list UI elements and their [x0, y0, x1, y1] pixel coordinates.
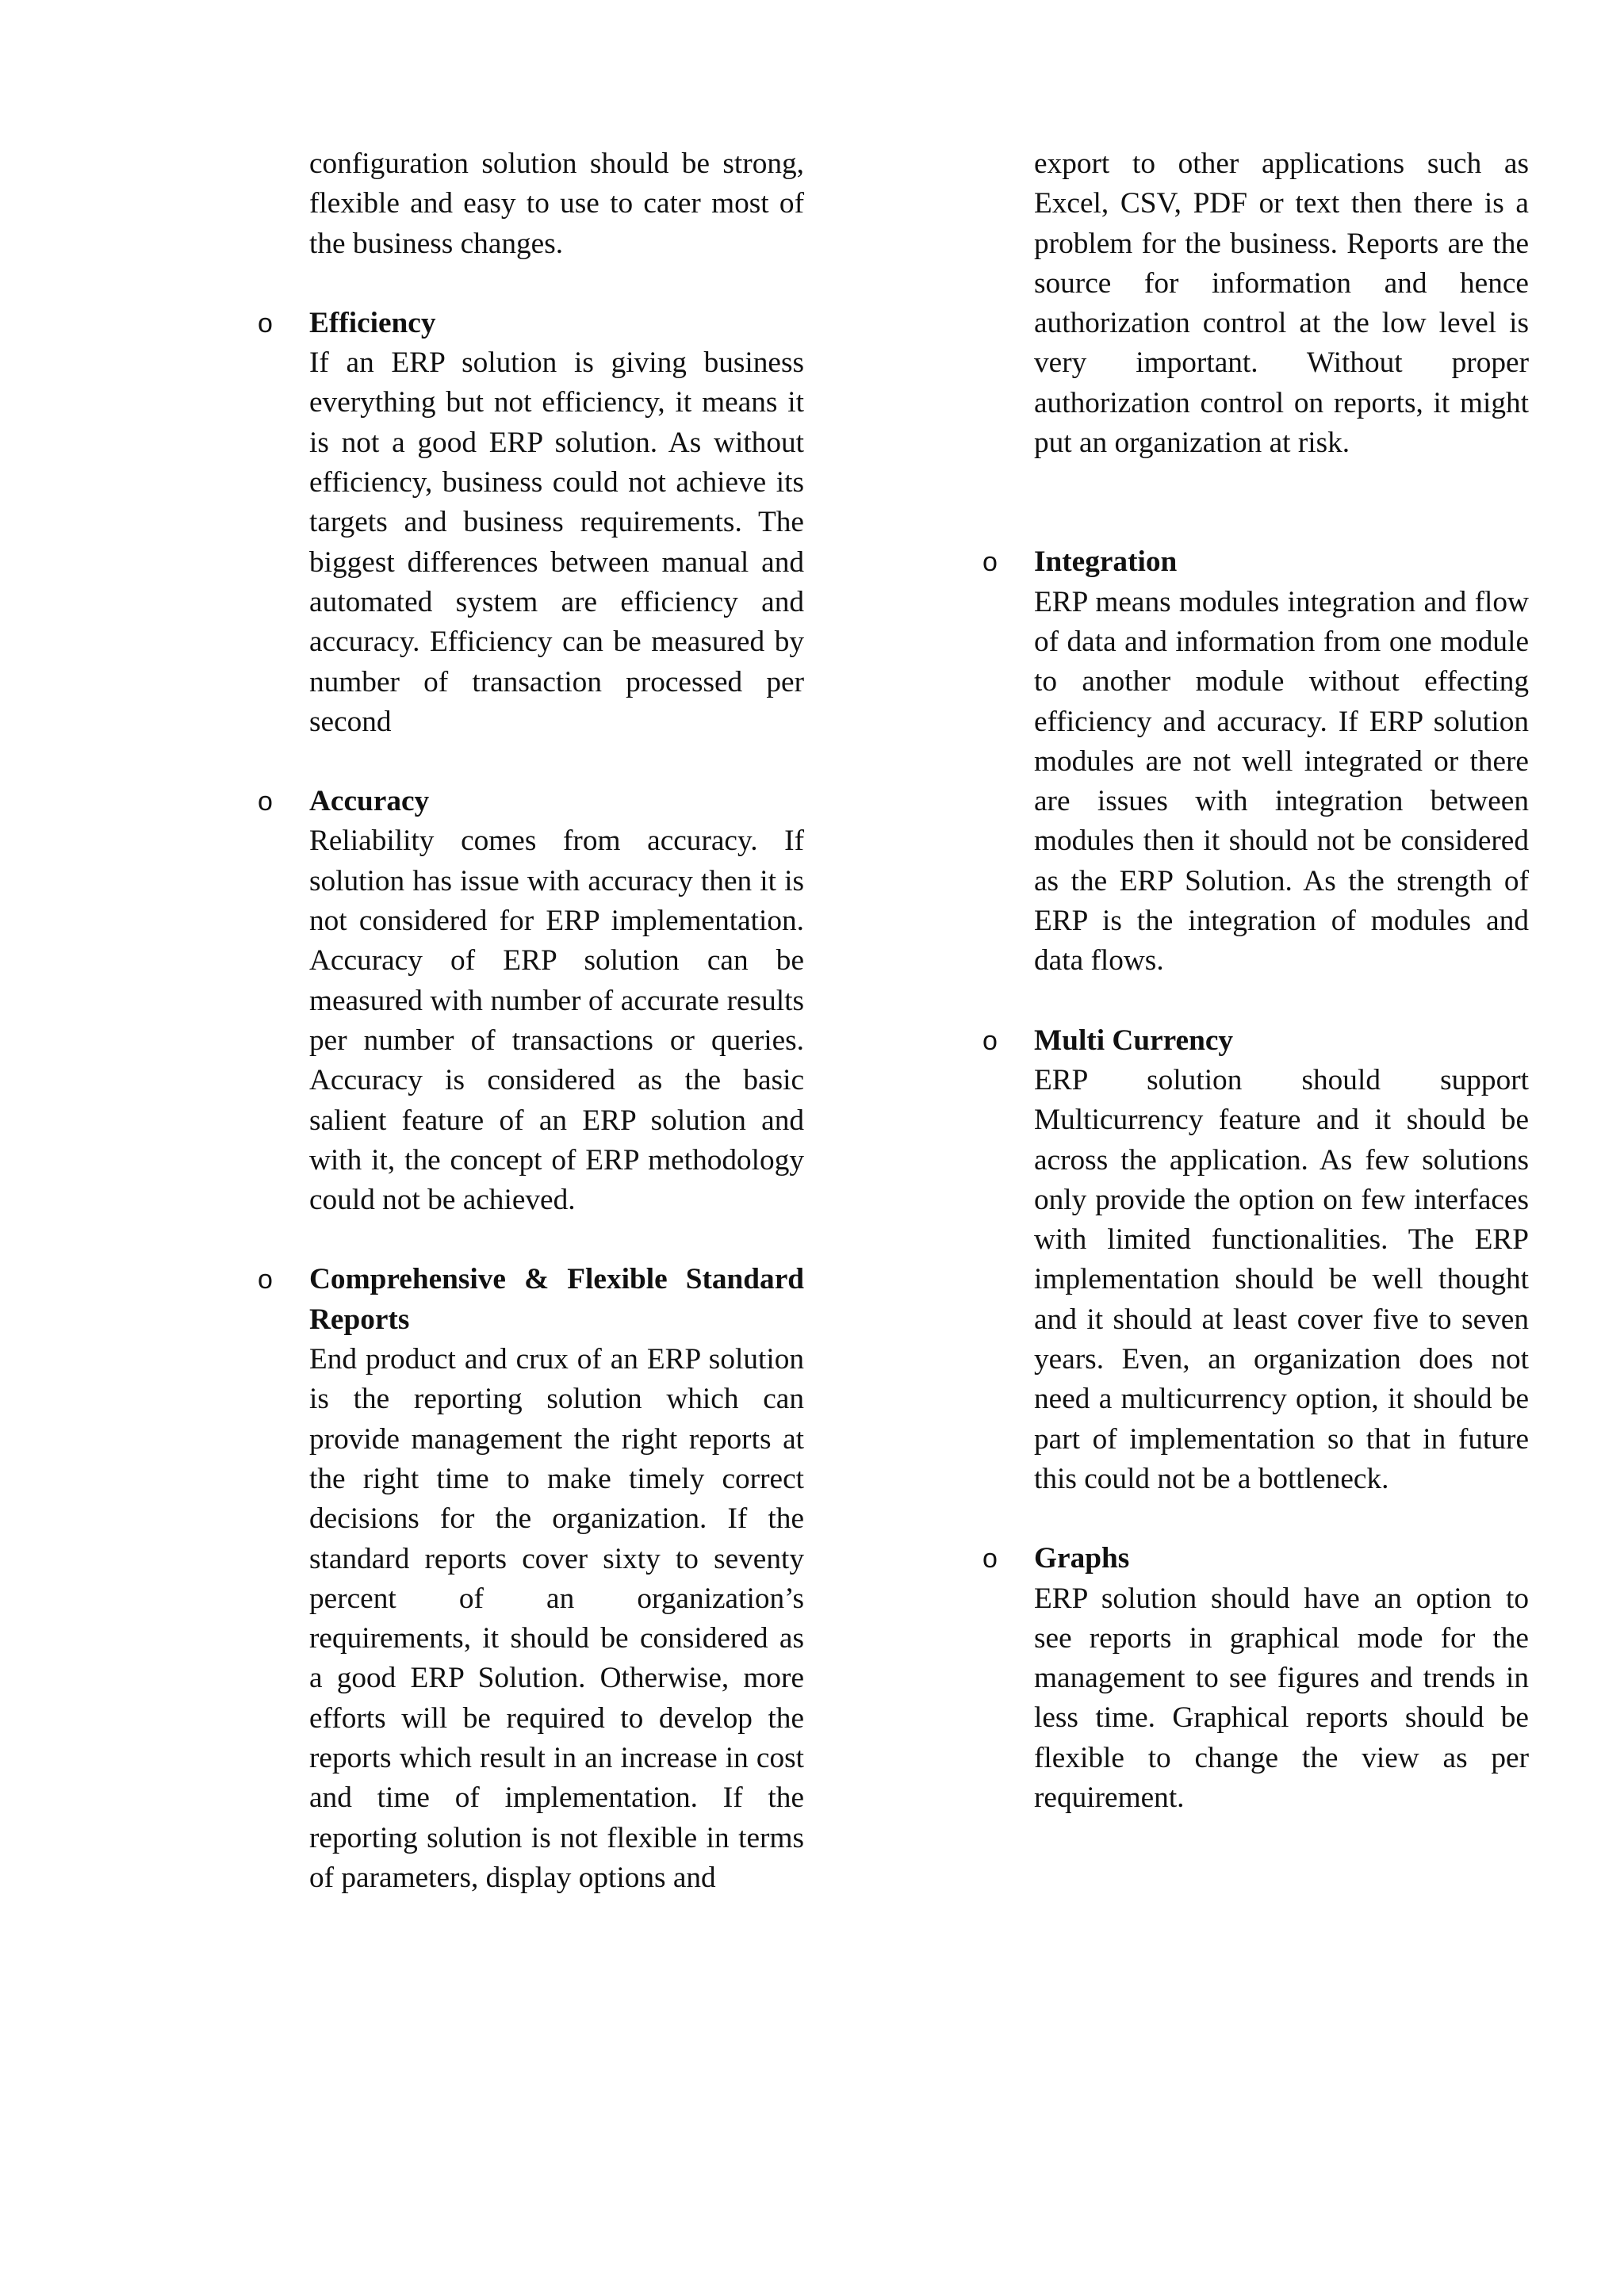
section-heading: Integration [1034, 545, 1178, 579]
section-body: ERP means modules integration and flow of data and information from one module to another module without effecting efficiency and accuracy. If ERP solution modules are not well integrated or there are issues with integration between modules then it should not be considered as the ERP Solution. As the strength of ERP is the integration of modules and data flows. [1034, 585, 1529, 978]
bullet-marker: o [258, 308, 273, 339]
right-intro-paragraph: export to other applications such as Excel, CSV, PDF or text then there is a problem for the business. Reports are the source for information and hence authorization control at the low level is very important. Without proper authorization control on reports, it might put an organization at risk. [1034, 147, 1529, 460]
section-graphs [982, 1539, 1529, 1818]
right-column [982, 144, 1529, 1818]
bullet-marker: o [258, 786, 273, 817]
left-column [258, 144, 804, 1898]
section-heading: Comprehensive & Flexible Standard Reports [309, 1263, 804, 1336]
section-body: ERP solution should have an option to see reports in graphical mode for the management to see figures and trends in less time. Graphical reports should be flexible to change the view as per requirement. [1034, 1582, 1529, 1814]
bullet-marker: o [982, 1544, 998, 1575]
section-reports [258, 1260, 804, 1898]
section-heading: Accuracy [309, 785, 430, 818]
section-body: ERP solution should support Multicurrency feature and it should be across the application. As few solutions only provide the option on few interfaces with limited functionalities. The ERP implementation should be well thought and it should at least cover five to seven years. Even, an organization does not need a multicurrency option, it should be part of implementation so that in future this could not be a bottleneck. [1034, 1063, 1529, 1495]
section-integration [982, 542, 1529, 981]
left-intro-paragraph: configuration solution should be strong, flexible and easy to use to cater most of the business changes. [309, 147, 804, 260]
section-body: If an ERP solution is giving business everything but not efficiency, it means it is not a good ERP solution. As without efficiency, business could not achieve its targets and business requirements. The biggest differences between manual and automated system are efficiency and accuracy. Efficiency can be measured by number of transaction processed per second [309, 346, 804, 738]
section-multi-currency [982, 1021, 1529, 1500]
section-accuracy [258, 782, 804, 1220]
section-body: Reliability comes from accuracy. If solution has issue with accuracy then it is not considered for ERP implementation. Accuracy of ERP solution can be measured with number of accurate results per number of transactions or queries. Accuracy is considered as the basic salient feature of an ERP solution and with it, the concept of ERP methodology could not be achieved. [309, 825, 804, 1217]
bullet-marker: o [982, 1025, 998, 1056]
section-body: End product and crux of an ERP solution is the reporting solution which can provide management the right reports at the right time to make timely correct decisions for the organization. If the standard reports cover sixty to seventy percent of an organization’s requirements, it should be considered as a good ERP Solution. Otherwise, more efforts will be required to develop the reports which result in an increase in cost and time of implementation. If the reporting solution is not flexible in terms of parameters, display options and [309, 1343, 804, 1894]
bullet-marker: o [982, 547, 998, 578]
section-heading: Efficiency [309, 306, 436, 339]
section-heading: Graphs [1034, 1542, 1130, 1575]
section-efficiency [258, 304, 804, 742]
section-heading: Multi Currency [1034, 1024, 1234, 1057]
bullet-marker: o [258, 1265, 273, 1295]
